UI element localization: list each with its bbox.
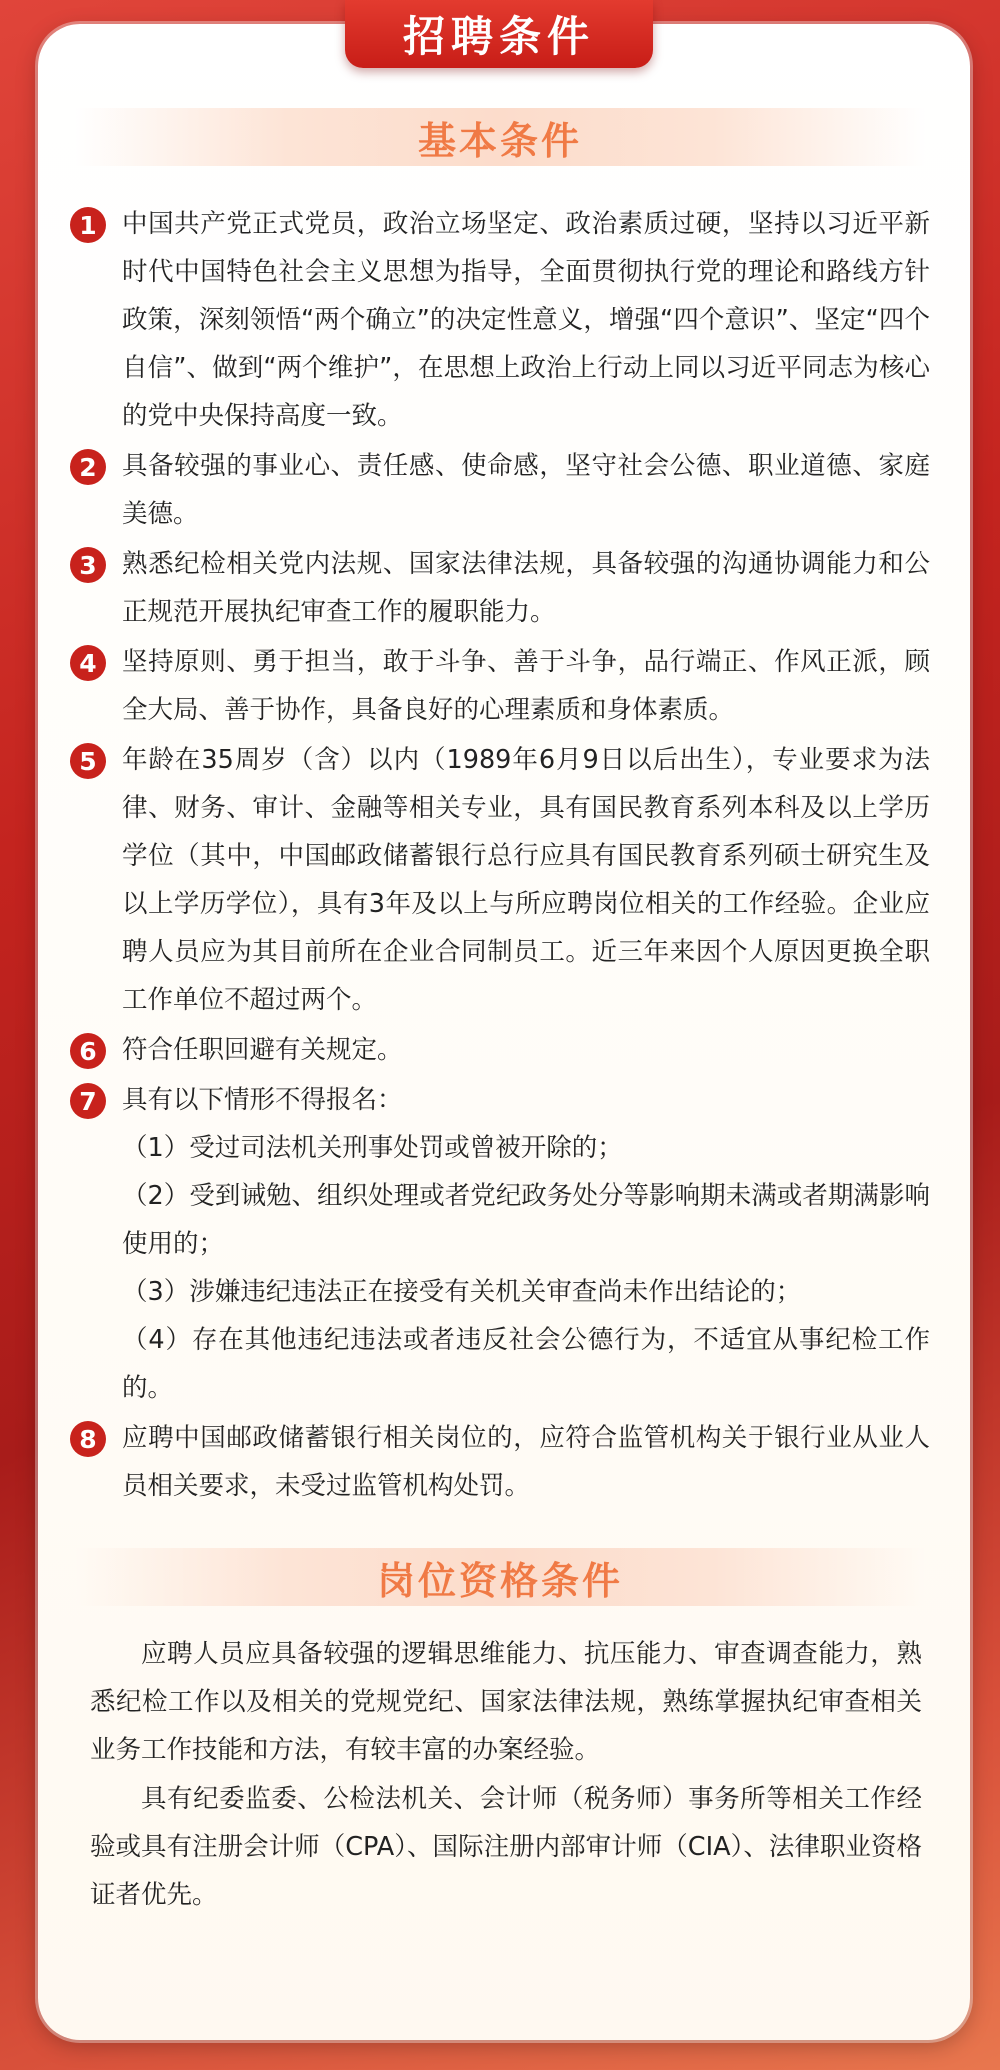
sub-item: （4）存在其他违纪违法或者违反社会公德行为，不适宜从事纪检工作的。 <box>122 1325 930 1403</box>
item-text: 年龄在35周岁（含）以内（1989年6月9日以后出生），专业要求为法律、财务、审计、金融等相关专业，具有国民教育系列本科及以上学历学位（其中，中国邮政储蓄银行总行应具有国民教育系列硕士研究生及以上学历学位），具有3年及以上与所应聘岗位相关的工作经验。企业应聘人员应为其目前所在企业合同制员工。近三年来因个人原因更换全职工作单位不超过两个。 <box>122 745 930 1015</box>
paragraph: 具有纪委监委、公检法机关、会计师（税务师）事务所等相关工作经验或具有注册会计师（CPA）、国际注册内部审计师（CIA）、法律职业资格证者优先。 <box>90 1784 922 1910</box>
item-text: 坚持原则、勇于担当，敢于斗争、善于斗争，品行端正、作风正派，顾全大局、善于协作，具备良好的心理素质和身体素质。 <box>122 647 930 725</box>
list-item <box>70 1414 930 1510</box>
section-heading-qualification: 岗位资格条件 <box>75 1548 925 1606</box>
sub-item: （3）涉嫌违纪违法正在接受有关机关审查尚未作出结论的； <box>122 1277 802 1307</box>
paragraph: 应聘人员应具备较强的逻辑思维能力、抗压能力、审查调查能力，熟悉纪检工作以及相关的党规党纪、国家法律法规，熟练掌握执纪审查相关业务工作技能和方法，有较丰富的办案经验。 <box>90 1639 922 1765</box>
list-item <box>70 736 930 1024</box>
list-item <box>70 442 930 538</box>
number-badge: 7 <box>70 1083 106 1119</box>
number-badge: 6 <box>70 1033 106 1069</box>
number-badge: 3 <box>70 547 106 583</box>
page-title: 招聘条件 <box>345 0 653 68</box>
number-badge: 4 <box>70 645 106 681</box>
sub-item: （1）受过司法机关刑事处罚或曾被开除的； <box>122 1133 623 1163</box>
list-item <box>70 638 930 734</box>
item-text: 中国共产党正式党员，政治立场坚定、政治素质过硬，坚持以习近平新时代中国特色社会主义思想为指导，全面贯彻执行党的理论和路线方针政策，深刻领悟“两个确立”的决定性意义，增强“四个意识”、坚定“四个自信”、做到“两个维护”，在思想上政治上行动上同以习近平同志为核心的党中央保持高度一致。 <box>122 209 930 431</box>
section-heading-basic: 基本条件 <box>75 108 925 166</box>
number-badge: 2 <box>70 449 106 485</box>
item-text: 熟悉纪检相关党内法规、国家法律法规，具备较强的沟通协调能力和公正规范开展执纪审查工作的履职能力。 <box>122 549 930 627</box>
list-item <box>70 1076 930 1412</box>
number-badge: 8 <box>70 1421 106 1457</box>
number-badge: 5 <box>70 743 106 779</box>
item-text: 具备较强的事业心、责任感、使命感，坚守社会公德、职业道德、家庭美德。 <box>122 451 930 529</box>
qualification-text <box>90 1630 922 1920</box>
list-item <box>70 200 930 440</box>
item-text: 符合任职回避有关规定。 <box>122 1035 403 1065</box>
item-text: 具有以下情形不得报名： <box>122 1085 403 1115</box>
number-badge: 1 <box>70 207 106 243</box>
list-item <box>70 540 930 636</box>
item-text: 应聘中国邮政储蓄银行相关岗位的，应符合监管机构关于银行业从业人员相关要求，未受过监管机构处罚。 <box>122 1423 930 1501</box>
basic-conditions-list <box>70 200 930 1512</box>
list-item <box>70 1026 930 1074</box>
sub-item: （2）受到诫勉、组织处理或者党纪政务处分等影响期未满或者期满影响使用的； <box>122 1181 930 1259</box>
